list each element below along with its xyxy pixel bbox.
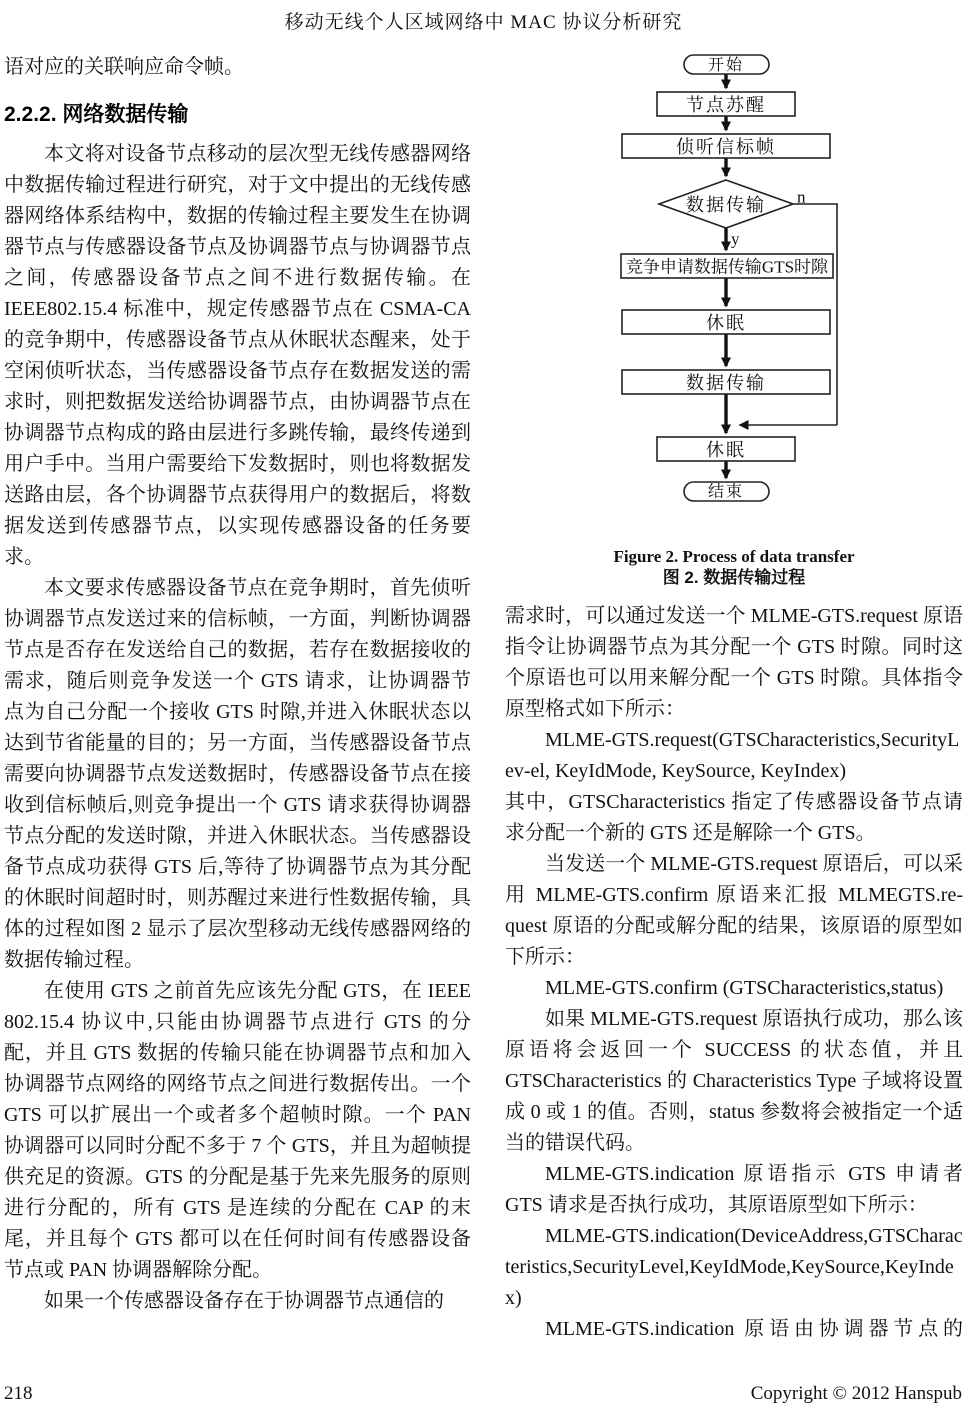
page-content <box>4 52 963 1345</box>
primitive-prototype: MLME-GTS.indication(DeviceAddress,GTSCharacteristics,SecurityLevel,KeyIdMode,KeySource,KeyIndex) <box>505 1225 963 1309</box>
flowchart-label-node-wake: 节点苏醒 <box>686 95 766 115</box>
paragraph: MLME-GTS.indication 原语指示 GTS 申请者 GTS 请求是否执行成功，其原语原型如下所示： <box>505 1163 963 1216</box>
flowchart-label-decision: 数据传输 <box>686 195 766 215</box>
flowchart-label-data-transfer: 数据传输 <box>686 373 766 393</box>
figure-caption-en: Figure 2. Process of data transfer <box>613 547 855 566</box>
primitive-prototype: MLME-GTS.confirm (GTSCharacteristics,status) <box>545 977 944 999</box>
section-heading: 2.2.2. 网络数据传输 <box>4 103 189 126</box>
paragraph-continuation: MLME-GTS.indication 原语由协调器节点的 <box>545 1318 963 1340</box>
copyright-notice: Copyright © 2012 Hanspub <box>750 1383 962 1404</box>
figure-caption-zh: 图 2. 数据传输过程 <box>662 568 806 587</box>
flowchart-canvas <box>505 52 963 507</box>
left-column <box>4 52 471 1345</box>
paragraph-continuation: 语对应的关联响应命令帧。 <box>4 56 244 78</box>
flowchart-label-contend-gts: 竞争申请数据传输GTS时隙 <box>625 257 829 277</box>
flowchart-label-start: 开始 <box>707 57 745 74</box>
page-header-title: 移动无线个人区域网络中 MAC 协议分析研究 <box>284 12 683 33</box>
paragraph: 本文将对设备节点移动的层次型无线传感器网络中数据传输过程进行研究，对于文中提出的无线传感器网络体系结构中，数据的传输过程主要发生在协调器节点与传感器设备节点及协调器节点与协调器节点之间，传感器设备节点之间不进行数据传输。在 IEEE802.15.4 标准中，规定传感器节点在 CSMA-CA 的竞争期中，传感器设备节点从休眠状态醒来，处于空闲侦听状态，当传感器设备节点存在数据发送的需求时，则把数据发送给协调器节点，由协调器节点在协调器节点构成的路由层进行多跳传输，最终传递到用户手中。当用户需要给下发数据时，则也将数据发送路由层，各个协调器节点获得用户的数据后，将数据发送到传感器节点，以实现传感器设备的任务要求。 <box>4 143 471 568</box>
primitive-prototype: MLME-GTS.request(GTSCharacteristics,SecurityLev-el, KeyIdMode, KeySource, KeyIndex) <box>505 729 960 782</box>
paragraph: 在使用 GTS 之前首先应该先分配 GTS，在 IEEE 802.15.4 协议中,只能由协调器节点进行 GTS 的分配，并且 GTS 数据的传输只能在协调器节点和加入协调器节点网络的网络节点之间进行数据传出。一个 GTS 可以扩展出一个或者多个超帧时隙。一个 PAN 协调器可以同时分配不多于 7 个 GTS，并且为超帧提供充足的资源。GTS 的分配是基于先来先服务的原则进行分配的，所有 GTS 是连续的分配在 CAP 的末尾，并且每个 GTS 都可以在任何时间有传感器设备节点或 PAN 协调器解除分配。 <box>4 980 471 1281</box>
flowchart-label-sleep-1: 休眠 <box>706 313 746 333</box>
paragraph-continuation: 需求时，可以通过发送一个 MLME-GTS.request 原语指令让协调器节点为其分配一个 GTS 时隙。同时这个原语也可以用来解分配一个 GTS 时隙。具体指令原型格式如下所示： <box>505 605 963 720</box>
paragraph: 如果 MLME-GTS.request 原语执行成功，那么该原语将会返回一个 SUCCESS 的状态值，并且 GTSCharacteristics 的 Characteristics Type 子域将设置成 0 或 1 的值。否则，status 参数将会被指定一个适当的错误代码。 <box>505 1008 963 1154</box>
paragraph: 其中，GTSCharacteristics 指定了传感器设备节点请求分配一个新的 GTS 还是解除一个 GTS。 <box>505 791 963 844</box>
flowchart-label-listen-beacon: 侦听信标帧 <box>676 137 776 157</box>
paragraph: 如果一个传感器设备存在于协调器节点通信的 <box>44 1290 444 1312</box>
flowchart-label-sleep-2: 休眠 <box>706 440 746 460</box>
flowchart-branch-label-yes: y <box>731 229 740 249</box>
page-footer <box>4 1383 962 1405</box>
right-column <box>505 52 963 1345</box>
paragraph: 本文要求传感器设备节点在竞争期时，首先侦听协调器节点发送过来的信标帧，一方面，判断协调器节点是否存在发送给自己的数据，若存在数据接收的需求，随后则竞争发送一个 GTS 请求，让协调器节点为自己分配一个接收 GTS 时隙,并进入休眠状态以达到节省能量的目的；另一方面，当传感器设备节点需要向协调器节点发送数据时，传感器设备节点在接收到信标帧后,则竞争提出一个 GTS 请求获得协调器节点分配的发送时隙，并进入休眠状态。当传感器设备节点成功获得 GTS 后,等待了协调器节点为其分配的休眠时间超时时，则苏醒过来进行性数据传输，具体的过程如图 2 显示了层次型移动无线传感器网络的数据传输过程。 <box>4 577 471 971</box>
paragraph: 当发送一个 MLME-GTS.request 原语后，可以采用 MLME-GTS.confirm 原语来汇报 MLMEGTS.re-quest 原语的分配或解分配的结果，该原语的原型如下所示： <box>505 853 963 968</box>
page-number: 218 <box>4 1383 33 1404</box>
flowchart-branch-label-no: n <box>797 187 806 207</box>
figure-2-flowchart <box>505 52 963 587</box>
flowchart-label-end: 结束 <box>707 483 745 501</box>
